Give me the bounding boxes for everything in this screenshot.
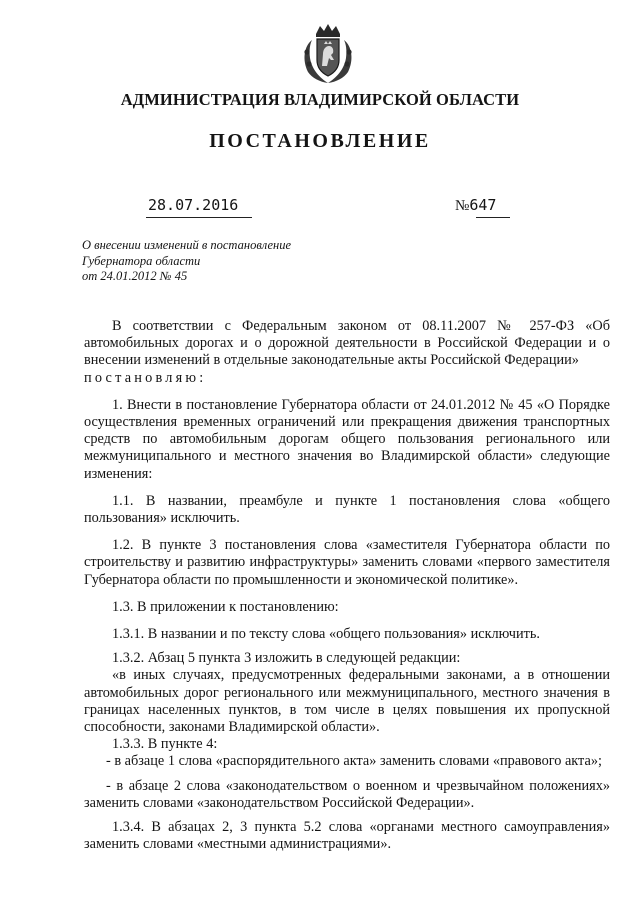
item-1-3-2-paragraph: 1.3.2. Абзац 5 пункта 3 изложить в следующей редакции: bbox=[112, 650, 461, 667]
item-1-3-3-b-paragraph: - в абзаце 2 слова «законодательством о военном и чрезвычайном положениях» заменить словами «законодательством Российской Федерации». bbox=[84, 777, 610, 811]
item-1-paragraph: 1. Внести в постановление Губернатора области от 24.01.2012 № 45 «О Порядке осуществления временных ограничений или прекращения движения транспортных средств по автомобильным дорогам общего пользования регионального или межмуниципального и местного значения во Владимирской области» следующие изменения: bbox=[84, 396, 610, 482]
document-body bbox=[84, 318, 610, 853]
item-1-3-1-paragraph: 1.3.1. В названии и по тексту слова «общего пользования» исключить. bbox=[112, 626, 540, 643]
decree-word: постановляю: bbox=[84, 369, 207, 386]
coat-of-arms-emblem bbox=[298, 22, 358, 86]
number-underline bbox=[476, 217, 510, 218]
subject-line: О внесении изменений в постановление bbox=[82, 238, 292, 252]
preamble-paragraph: В соответствии с Федеральным законом от 08.11.2007 № 257-ФЗ «Об автомобильных дорогах и о дорожной деятельности в Российской Федерации и о внесении изменений в отдельные законодательные акты Российской Федерации» bbox=[84, 318, 610, 369]
document-date: 28.07.2016 bbox=[148, 196, 239, 214]
item-1-3-paragraph: 1.3. В приложении к постановлению: bbox=[112, 598, 339, 615]
item-1-3-3-a-paragraph: - в абзаце 1 слова «распорядительного акта» заменить словами «правового акта»; bbox=[106, 753, 602, 770]
document-number bbox=[455, 196, 496, 215]
item-1-2-paragraph: 1.2. В пункте 3 постановления слова «заместителя Губернатора области по строительству и развитию инфраструктуры» заменить словами «первого заместителя Губернатора области по промышленности и экономической политике». bbox=[84, 537, 610, 588]
item-1-3-3-paragraph: 1.3.3. В пункте 4: bbox=[112, 736, 218, 753]
number-value: 647 bbox=[469, 196, 497, 214]
number-sign: № bbox=[455, 198, 470, 214]
organization-name: АДМИНИСТРАЦИЯ ВЛАДИМИРСКОЙ ОБЛАСТИ bbox=[120, 90, 520, 109]
subject-line: Губернатора области bbox=[82, 253, 201, 268]
date-underline bbox=[146, 217, 252, 218]
document-subject bbox=[82, 238, 291, 285]
item-1-1-paragraph: 1.1. В названии, преамбуле и пункте 1 постановления слова «общего пользования» исключить. bbox=[84, 492, 610, 527]
item-1-3-2-quote: «в иных случаях, предусмотренных федеральными законами, а в отношении автомобильных дорог регионального или межмуниципального, местного значения в границах населенных пунктов, в том числе в целях повышения их пропускной способности, законами Владимирской области». bbox=[84, 667, 610, 736]
subject-line: от 24.01.2012 № 45 bbox=[82, 269, 188, 283]
document-type-title: ПОСТАНОВЛЕНИЕ bbox=[209, 130, 431, 152]
item-1-3-4-paragraph: 1.3.4. В абзацах 2, 3 пункта 5.2 слова «органами местного самоуправления» заменить словами «местными администрациями». bbox=[84, 819, 610, 853]
